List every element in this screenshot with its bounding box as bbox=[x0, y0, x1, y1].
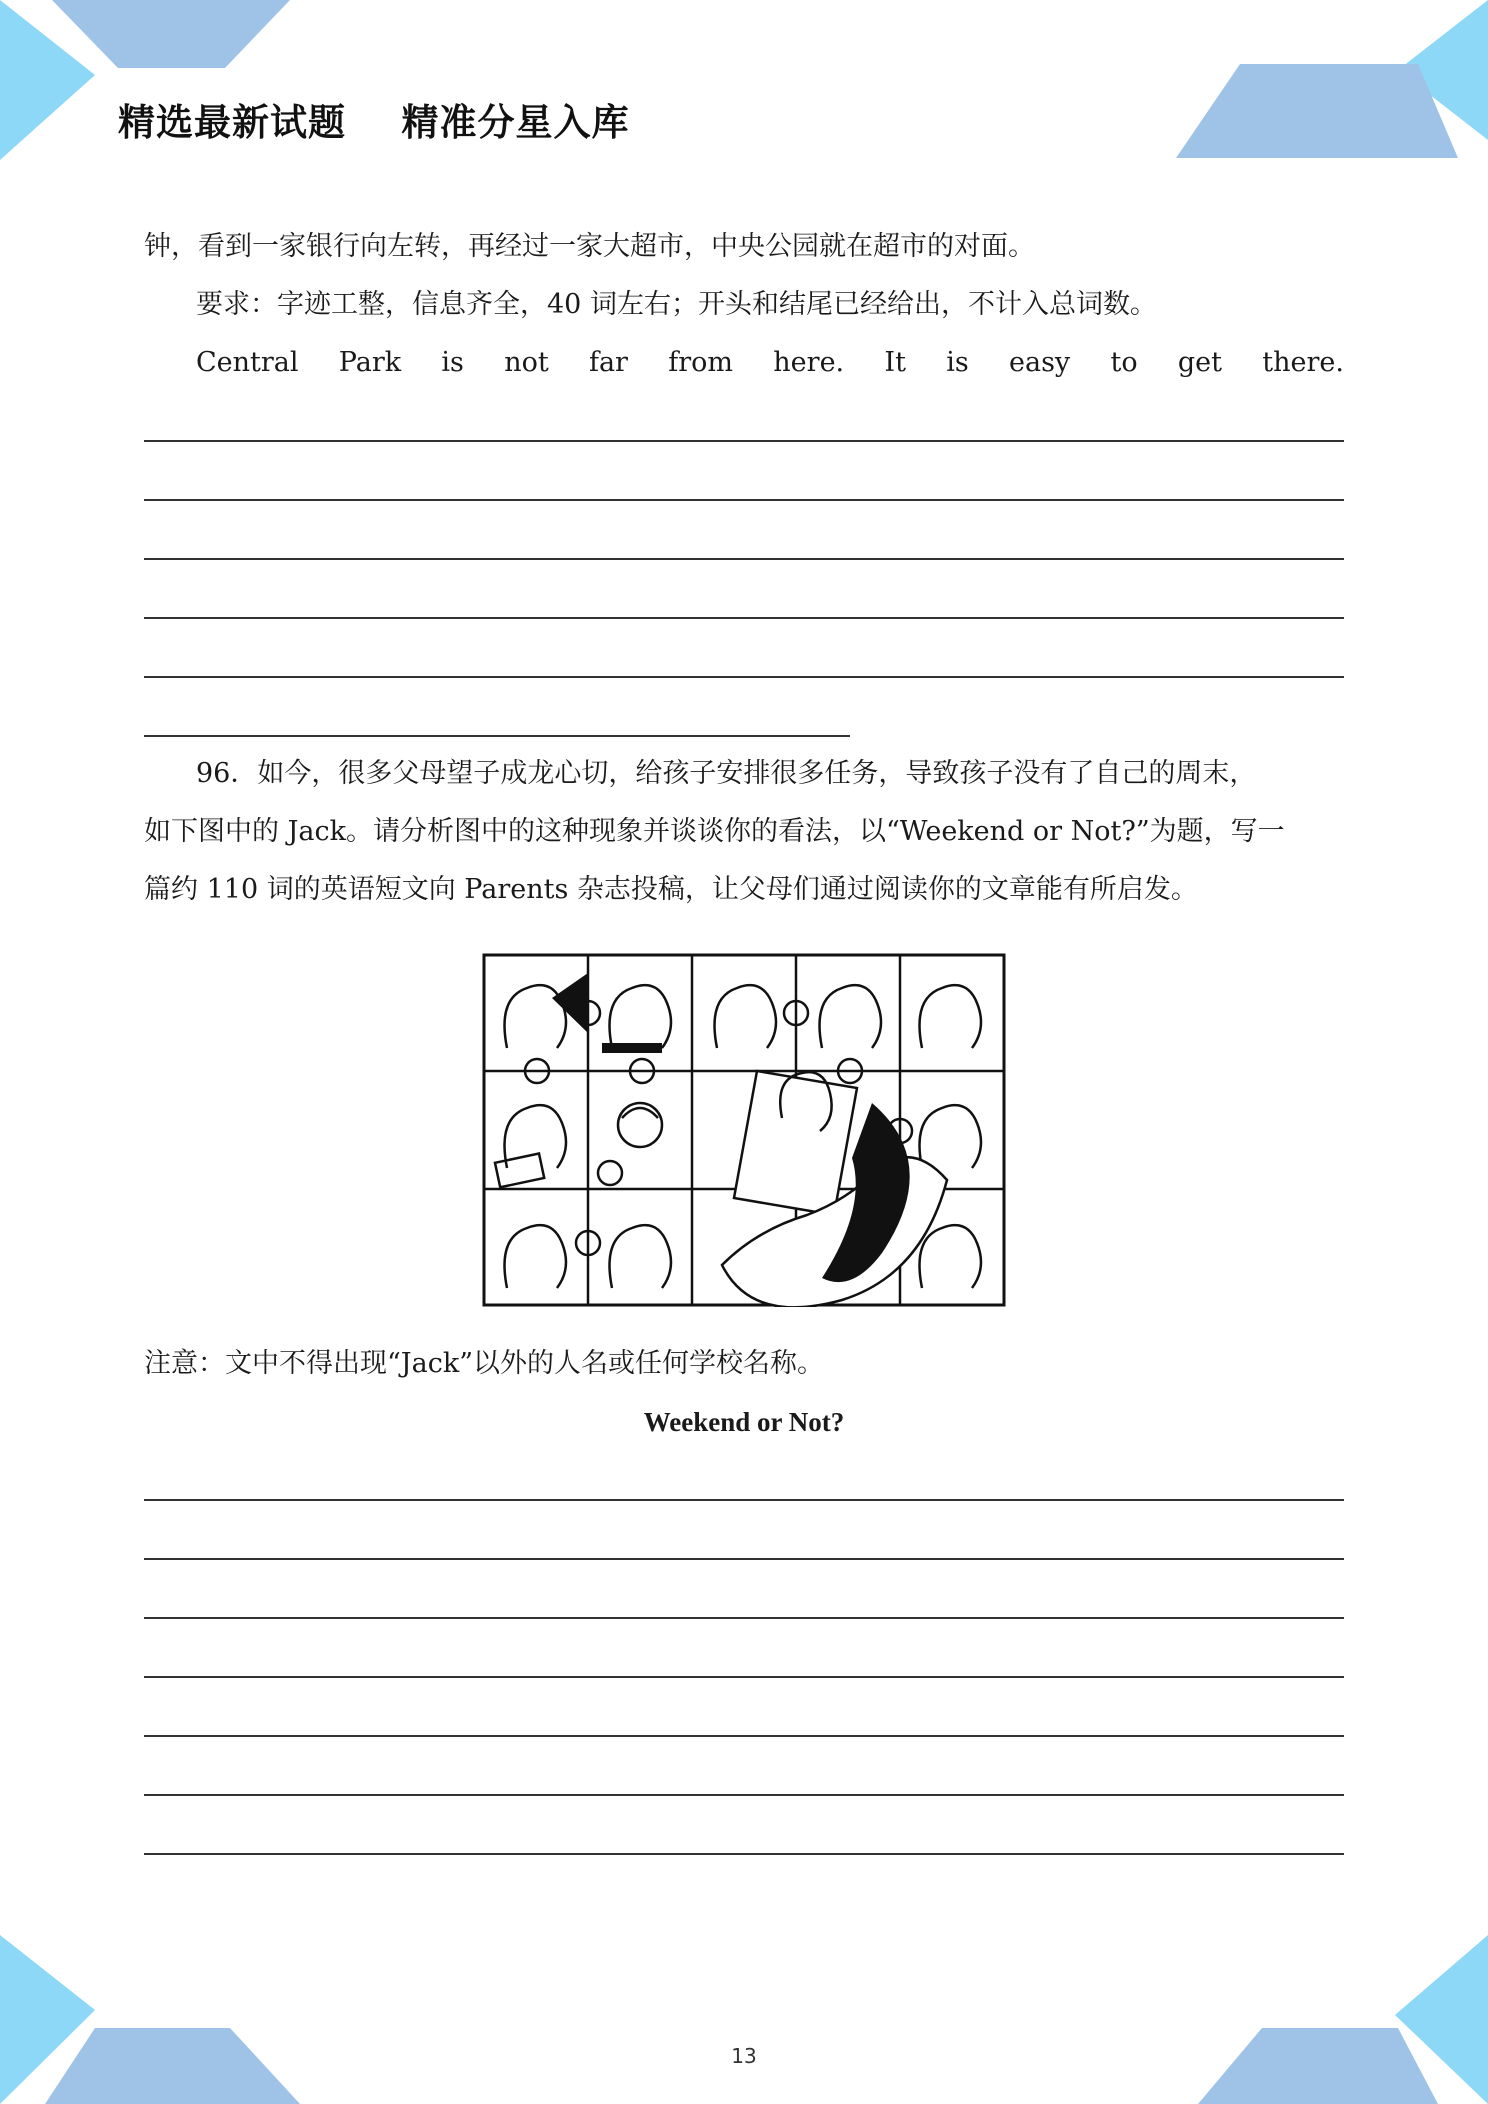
top-left-triangle bbox=[0, 0, 95, 160]
answer-line bbox=[144, 1676, 1344, 1678]
puzzle-cartoon-illustration bbox=[482, 953, 1006, 1307]
answer-line bbox=[144, 440, 1344, 442]
starter-word: from bbox=[668, 347, 734, 378]
starter-word: get bbox=[1177, 347, 1222, 378]
starter-word: It bbox=[884, 347, 906, 378]
answer-line bbox=[144, 1853, 1344, 1855]
starter-word: far bbox=[588, 347, 628, 378]
note-text: 注意：文中不得出现“Jack”以外的人名或任何学校名称。 bbox=[144, 1348, 825, 1379]
page-content bbox=[144, 218, 1344, 1855]
answer-line bbox=[144, 558, 1344, 560]
paragraph-requirements: 要求：字迹工整，信息齐全，40 词左右；开头和结尾已经给出，不计入总词数。 bbox=[196, 289, 1157, 320]
answer-line bbox=[144, 1499, 1344, 1501]
top-right-triangle bbox=[1398, 0, 1488, 140]
starter-word: is bbox=[946, 347, 969, 378]
answer-line bbox=[144, 676, 1344, 678]
essay-starter-sentence bbox=[196, 334, 1344, 392]
starter-word: is bbox=[441, 347, 464, 378]
starter-word: Central bbox=[196, 347, 299, 378]
question-96-line-3: 篇约 110 词的英语短文向 Parents 杂志投稿，让父母们通过阅读你的文章能有所启发。 bbox=[144, 874, 1198, 905]
question-96-line-1: 96．如今，很多父母望子成龙心切，给孩子安排很多任务，导致孩子没有了自己的周末， bbox=[196, 758, 1257, 789]
page-number: 13 bbox=[731, 2044, 757, 2068]
header-title: 精选最新试题 精准分星入库 bbox=[118, 101, 630, 144]
answer-line bbox=[144, 499, 1344, 501]
starter-word: not bbox=[504, 347, 549, 378]
bottom-right-triangle bbox=[1395, 1935, 1488, 2104]
answer-line bbox=[144, 1794, 1344, 1796]
paragraph-directions: 钟，看到一家银行向左转，再经过一家大超市，中央公园就在超市的对面。 bbox=[144, 231, 1035, 262]
question-96-line-2: 如下图中的 Jack。请分析图中的这种现象并谈谈你的看法，以“Weekend or Not?”为题，写一 bbox=[144, 816, 1285, 847]
answer-line bbox=[144, 617, 1344, 619]
starter-word: Park bbox=[338, 347, 402, 378]
starter-word: here. bbox=[773, 347, 845, 378]
answer-line bbox=[144, 1735, 1344, 1737]
bottom-left-triangle bbox=[0, 1935, 95, 2104]
top-left-trapezoid bbox=[52, 0, 290, 68]
starter-word: easy bbox=[1009, 347, 1071, 378]
top-right-trapezoid bbox=[1176, 64, 1458, 158]
answer-line bbox=[144, 1558, 1344, 1560]
answer-line bbox=[144, 1617, 1344, 1619]
answer-line bbox=[144, 735, 850, 737]
essay-title: Weekend or Not? bbox=[643, 1407, 845, 1437]
starter-word: there. bbox=[1262, 347, 1344, 378]
starter-word: to bbox=[1110, 347, 1138, 378]
